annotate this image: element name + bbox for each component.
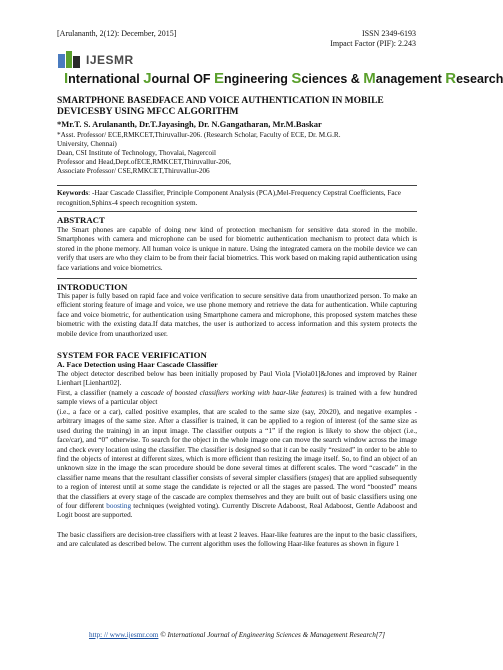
p3-part-a: (i.e., a face or a car), called positive examples, that are scaled to the same size (say, 20x20), and negative examples - arbitrary images of the same size. After a classifier is trained, it can be applied to a region of interest (of the same size as used during the training) in an input image. The classifier outputs a “1” if the region is likely to show the object (i.e., face/car), and “0” otherwise. To search for the object in the whole image one can move the search window across the image and check every location using the classifier. The classifier is designed so that it can be easily “resized” in order to be able to find the objects of interest at different sizes, which is more efficient than resizing the image itself. So, to find an object of an unknown size in the image the scan procedure should be done several times at different scales. The word “cascade” in the classifier name means that the resultant classifier consists of several simpler classifiers ( xyxy=(57,408,417,482)
keywords-label: Keywords xyxy=(57,189,89,197)
journal-logo-icon xyxy=(57,50,81,70)
page-footer xyxy=(0,631,474,639)
journal-cap: I xyxy=(64,70,69,87)
journal-cap: J xyxy=(143,70,152,87)
issn-text: ISSN 2349-6193 xyxy=(361,29,416,38)
introduction-text: This paper is fully based on rapid face and voice verification to secure sensitive data from unauthorized person. To make an efficient storing feature of image and voice, we use phone memory and retrieve the data for authentication. While capturing face and voice biometric, for authentication using Smartphone camera and microphone, this proposed system matches these biometric with the existing data.If data matches, the user is authorized to access information and this system protects the mobile device from unauthorized user. xyxy=(57,292,417,338)
paragraph-3 xyxy=(57,408,417,521)
journal-cap: E xyxy=(214,70,225,87)
affiliation-line: Professor and Head,Dept.ofECE,RMKCET,Thiruvallur-206, xyxy=(57,158,231,166)
journal-cap: M xyxy=(363,70,376,87)
citation-header: [Arulananth, 2(12): December, 2015] xyxy=(57,29,177,38)
footer-url[interactable]: http: // www.ijesmr.com xyxy=(88,631,159,639)
affiliation-line: Dean, CSI Institute of Technology, Thovalai, Nagercoil xyxy=(57,149,217,157)
divider xyxy=(57,185,417,186)
p3-part-b: ) that are applied subsequently to a region of interest until at some stage the candidate is rejected or all the stages are passed. The word “boosted” means that the classifiers at every stage of the cascade are complex themselves and they are built out of basic classifiers using one of four different xyxy=(57,473,417,511)
affiliations xyxy=(57,131,427,176)
journal-name xyxy=(64,70,503,87)
p2-post: ) is trained with a few hundred sample views of a particular object xyxy=(57,389,417,407)
keywords-text: : -Haar Cascade Classifier, Principle Component Analysis (PCA),Mel-Frequency Cepstral Coefficients, Face recognition,Sphinx-4 speech recognition system. xyxy=(57,189,401,207)
paragraph-4: The basic classifiers are decision-tree classifiers with at least 2 leaves. Haar-like features are the input to the basic classifiers, and are calculated as described below. The current algorithm uses the following Haar-like features as shown in figure 1 xyxy=(57,531,417,549)
impact-factor-text: Impact Factor (PIF): 2.243 xyxy=(330,39,416,48)
paragraph-2 xyxy=(57,389,417,408)
abstract-heading: ABSTRACT xyxy=(57,215,105,225)
introduction-heading: INTRODUCTION xyxy=(57,282,128,292)
divider xyxy=(57,211,417,212)
paper-title: SMARTPHONE BASEDFACE AND VOICE AUTHENTICATION IN MOBILE DEVICESBY USING MFCC ALGORITHM xyxy=(57,96,384,117)
issn-header xyxy=(330,29,416,49)
journal-word: esearch xyxy=(456,72,503,86)
journal-cap: S xyxy=(291,70,302,87)
p2-pre: First, a classifier (namely a xyxy=(57,389,141,397)
paragraph-1: The object detector described below has been initially proposed by Paul Viola [Viola01]&Jones and improved by Rainer Lienhart [Lienhart02]. xyxy=(57,370,417,388)
journal-word: ciences & xyxy=(301,72,364,86)
p3-emphasis: stages xyxy=(311,473,329,482)
p2-emphasis: cascade of boosted classifiers working with haar-like features xyxy=(140,389,325,397)
journal-word: ournal OF xyxy=(151,72,215,86)
keywords xyxy=(57,189,417,208)
affiliation-line: University, Chennai) xyxy=(57,140,117,148)
page-number: [7] xyxy=(375,631,385,639)
journal-word: anagement xyxy=(375,72,446,86)
abstract-text: The Smart phones are capable of doing new kind of protection mechanism for sensitive data stored in the mobile. Smartphones with camera and microphone can be used for biometric authentication mechanism to protect data which is stored in the phone memory. All human voice is unique in nature. Using the integrated camera on the mobile device we can verify that users are who they claim to be from their facial biometrics. This work based on making rapid authentication using face variations and voice biometrics. xyxy=(57,226,417,272)
footer-journal: © International Journal of Engineering Sciences & Management Research xyxy=(158,631,376,639)
p3-part-c: techniques (weighted voting). Currently Discrete Adaboost, Real Adaboost, Gentle Adaboost and Logit boost are supported. xyxy=(57,502,417,520)
subsection-heading: A. Face Detection using Haar Cascade Classifier xyxy=(57,360,218,369)
affiliation-line: Associate Professor/ CSE,RMKCET,Thiruvallur-206 xyxy=(57,167,210,175)
journal-word: ngineering xyxy=(224,72,292,86)
journal-cap: R xyxy=(445,70,457,87)
logo-text: IJESMR xyxy=(86,53,134,67)
affiliation-line: *Asst. Professor/ ECE,RMKCET,Thiruvallur-206. (Research Scholar, Faculty of ECE, Dr. M.G.R. xyxy=(57,131,341,139)
system-heading: SYSTEM FOR FACE VERIFICATION xyxy=(57,350,207,360)
divider xyxy=(57,278,417,279)
journal-word: nternational xyxy=(68,72,144,86)
boosting-link[interactable]: boosting xyxy=(106,502,132,511)
paper-authors: *Mr.T. S. Arulananth, Dr.T.Jayasingh, Dr. N.Gangatharan, Mr.M.Baskar xyxy=(57,119,322,129)
